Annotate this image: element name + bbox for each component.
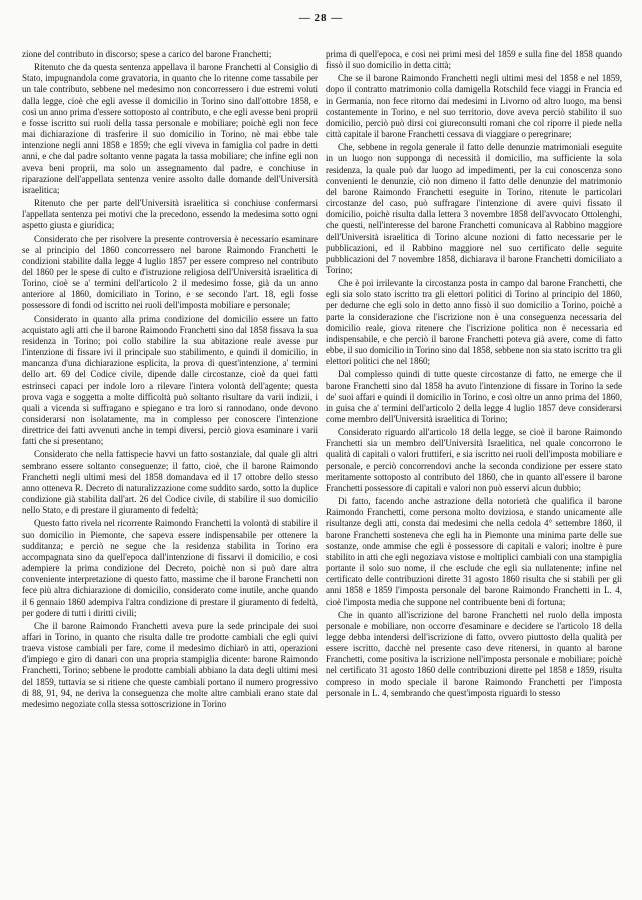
paragraph: Che in quanto all'iscrizione del barone Franchetti nel ruolo della imposta personale e mobiliare, non occorre d'esaminare e decidere se l'articolo 18 della legge debba intendersi dell'iscrizione di fatto, ovvero piuttosto della qualità per essere iscritto, dacchè nel presente caso deve ritenersi, in quanto al barone Franchetti, come positiva la iscrizione nell'imposta personale e mobiliare; poichè nel certificato 31 agosto 1860 delle contribuzioni dirette pel 1858 e 1859, risulta compreso in modo speciale il barone Raimondo Franchetti per l'imposta personale in L. 4, sembrando che quest'imposta riguardi lo stesso — [326, 609, 622, 698]
paragraph: zione del contributo in discorso; spese a carico del barone Franchetti; — [22, 49, 272, 59]
left-column — [22, 49, 318, 894]
paragraph: Considerato che nella fattispecie havvi un fatto sostanziale, dal quale gli altri sembrano essere soltanto conseguenze; il fatto, cioè, che il barone Raimondo Franchetti negli ultimi mesi del 1858 domandava ed il 17 ottobre dello stesso anno otteneva R. Decreto di naturalizzazione come suddito sardo, sotto la duplice condizione già stabilita dall'art. 26 del Codice civile, di stabilire il suo domicilio nello Stato, e di prestare il giuramento di fedeltà; — [22, 449, 318, 516]
paragraph: Ritenuto che da questa sentenza appellava il barone Franchetti al Consiglio di Stato, impugnandola come gravatoria, in quanto che lo ritenne come tassabile per un tale contributo, sebbene nel medesimo non concorressero i due estremi voluti dalla legge, cioè che egli avesse il domicilio in Torino sino dall'ottobre 1858, e così un anno prima d'essere sottoposto al contributo, e che egli avesse beni proprii e fosse iscritto sui ruoli della tassa personale e mobiliare; poichè egli non fece mai dichiarazione di trasferire il suo domicilio in Torino, nè mai ebbe tale intenzione negli anni 1858 e 1859; che egli viveva in famiglia col padre in detti anni, e che dal padre soltanto venne pagata la tassa mobiliare; che infine egli non aveva beni proprii, ma solo un assegnamento dal padre, e conchiuse in riparazione dell'appellata sentenza venire assolto dalle domande dell'Università israelitica; — [22, 62, 318, 195]
paragraph: Che se il barone Raimondo Franchetti negli ultimi mesi del 1858 e nel 1859, dopo il contratto matrimonio colla damigella Rotschild fece viaggi in Francia ed in Germania, non fece ritorno dai medesimi in Livorno od altro luogo, ma bensì costantemente in Torino, e nel suo territorio, dove aveva perciò stabilito il suo domicilio, perciò può dirsi coi giureconsulti romani che col riporre il piede nella città capitale il barone Franchetti cessava di viaggiare o peregrinare; — [326, 73, 622, 140]
paragraph: Considerato che per risolvere la presente controversia è necessario esaminare se al principio del 1860 concorressero nel barone Raimondo Franchetti le condizioni stabilite dalla legge 4 luglio 1857 per essere compreso nel contributo del 1860 per le spese di culto e d'istruzione religiosa dell'Università israelitica di Torino, cioè se a' termini dell'articolo 2 il medesimo fosse, già da un anno anteriore al 1860, domiciliato in Torino, e se secondo l'art. 18, egli fosse possessore di fondi od iscritto nei ruoli dell'imposta mobiliare e personale; — [22, 233, 318, 311]
page-number: — 28 — — [298, 12, 344, 24]
paragraph: Questo fatto rivela nel ricorrente Raimondo Franchetti la volontà di stabilire il suo domicilio in Piemonte, che sapeva essere indispensabile per ottenere la sudditanza; e perciò ne segue che la residenza stabilita in Torino era accompagnata sino da quell'epoca dall'intenzione di fissarvi il domicilio, e così adempiere la prima condizione del Decreto, poichè non si può dare altra conveniente interpretazione di questo fatto, massime che il barone Franchetti non fece più altra dichiarazione di domicilio, considerato come inutile, anche quando il 6 gennaio 1860 adempiva l'altra condizione di prestare il giuramento di fedeltà, per godere di tutti i diritti civili; — [22, 518, 318, 618]
right-column — [326, 49, 622, 894]
paragraph: Considerato in quanto alla prima condizione del domicilio essere un fatto acquistato agli atti che il barone Raimondo Franchetti sino dal 1858 fissava la sua residenza in Torino; poi collo stabilire la sua abitazione reale avesse pur l'intenzione di fissare ivi il principale suo stabilimento, e quindi il domicilio, in mancanza d'una dichiarazione esplicita, la prova di quest'intenzione, a' termini dello art. 69 del Codice civile, dipende dalle circostanze, cioè da quei fatti estrinseci capaci per indole loro a rilevare l'intera volontà dell'agente; questa prova vaga e soggetta a molte difficoltà può soltanto risultare da varii indizii, i quali a vicenda si suffragano e spiegano e tra loro si rannodano, onde devono considerarsi non isolatamente, ma in complesso per conoscere l'intenzione direttrice dei fatti avvenuti anche in tempi diversi, perciò giova esaminare i varii fatti che si presentano; — [22, 313, 318, 447]
paragraph: Che, sebbene in regola generale il fatto delle denunzie matrimoniali eseguite in un luogo non supponga di necessità il domicilio, ma sufficiente la sola residenza, la quale può dar luogo ad impedimenti, per la cui conoscenza sono convenienti le denunzie, ciò non dimeno il fatto delle denunzie del matrimonio del barone Raimondo Franchetti eseguite in Torino, ritenute le particolari circostanze del caso, può suffragare l'intenzione di avere quivi fissato il domicilio, poichè risulta dalla lettera 3 novembre 1858 dell'avvocato Ottolenghi, che questi, nell'interesse del barone Franchetti comunicava al Rabbino maggiore dell'Università israelitica di Torino alcune nozioni di fatto necessarie per le pubblicazioni, ed il Rabbino maggiore nel suo certificato delle seguite pubblicazioni del 7 novembre 1858, dichiarava il barone Franchetti domiciliato a Torino; — [326, 142, 622, 275]
paragraph: Che il barone Raimondo Franchetti aveva pure la sede principale dei suoi affari in Torino, in quanto che risulta dalle tre prodotte cambiali che egli quivi traeva vistose cambiali per fare, come il medesimo dichiarò in atti, operazioni d'impiego e giro di danari con una propria stampiglia dicente: barone Raimondo Franchetti, Torino; sebbene le prodotte cambiali abbiano la data degli ultimi mesi del 1859, tuttavia se si ritiene che queste cambiali portano il numero progressivo di 88, 91, 94, ne deriva la conseguenza che molte altre cambiali erano state dal medesimo negoziate colla stessa sottoscrizione in Torino — [22, 620, 318, 709]
paragraph: Ritenuto che per parte dell'Università israelitica si conchiuse confermarsi l'appellata sentenza pei motivi che la precedono, essendo la medesima sotto ogni aspetto giusta e giuridica; — [22, 198, 318, 231]
paragraph: Che è poi irrilevante la circostanza posta in campo dal barone Franchetti, che egli sia solo stato iscritto tra gli elettori politici di Torino al principio del 1860, per dedurne che egli solo in detto anno fissò il suo domicilio a Torino, poichè a parte la considerazione che l'iscrizione non è una conseguenza necessaria del domicilio reale, giova ritenere che l'iscrizione politica non è necessaria ed indispensabile, e che perciò il barone Franchetti poteva già avere, come di fatto ebbe, il suo domicilio in Torino sino dal 1858, sebbene non sia stato iscritto tra gli elettori politici che nel 1860; — [326, 278, 622, 367]
paragraph: Di fatto, facendo anche astrazione della notorietà che qualifica il barone Raimondo Franchetti, come persona molto doviziosa, e stando unicamente alle risultanze degli atti, consta dai medesimi che nella cedola 4° settembre 1860, il barone Franchetti sosteneva che egli ha in Piemonte una minima parte delle sue sostanze, onde ammise che egli è possessore di capitali e valori; inoltre è pure stabilito in atti che egli negoziava vistose e moltiplici cambiali con una stampiglia portante il solo suo nome, il che esclude che egli sia nullatenente; infine nel certificato delle contribuzioni dirette 31 agosto 1860 risulta che si stabilì per gli anni 1858 e 1859 l'imposta personale del barone Raimondo Franchetti in L. 4, cioè l'imposta media che suppone nel contribuente beni di fortuna; — [326, 496, 622, 607]
paragraph: Considerato riguardo all'articolo 18 della legge, se cioè il barone Raimondo Franchetti sia un membro dell'Università Israelitica, nel quale concorrono le qualità di capitali o valori fruttiferi, e sia iscritto nei ruoli dell'imposta mobiliare e personale, e perciò concorrendovi anche la seconda condizione per essere stato meritamente sottoposto al contributo del 1860, che in quanto all'essere il barone Franchetti possessore di capitali e valori non può esservi alcun dubbio; — [326, 427, 622, 493]
paragraph: prima di quell'epoca, e così nei primi mesi del 1859 e sulla fine del 1858 quando fissò il suo domicilio in detta città; — [326, 49, 622, 71]
paragraph: Dal complesso quindi di tutte queste circostanze di fatto, ne emerge che il barone Franchetti sino dal 1858 ha avuto l'intenzione di fissare in Torino la sede de' suoi affari e quindi il domicilio in Torino, e così oltre un anno prima del 1860, in guisa che a' termini dell'articolo 2 della legge 4 luglio 1857 deve considerarsi come membro dell'Università israelitica di Torino; — [326, 369, 622, 424]
